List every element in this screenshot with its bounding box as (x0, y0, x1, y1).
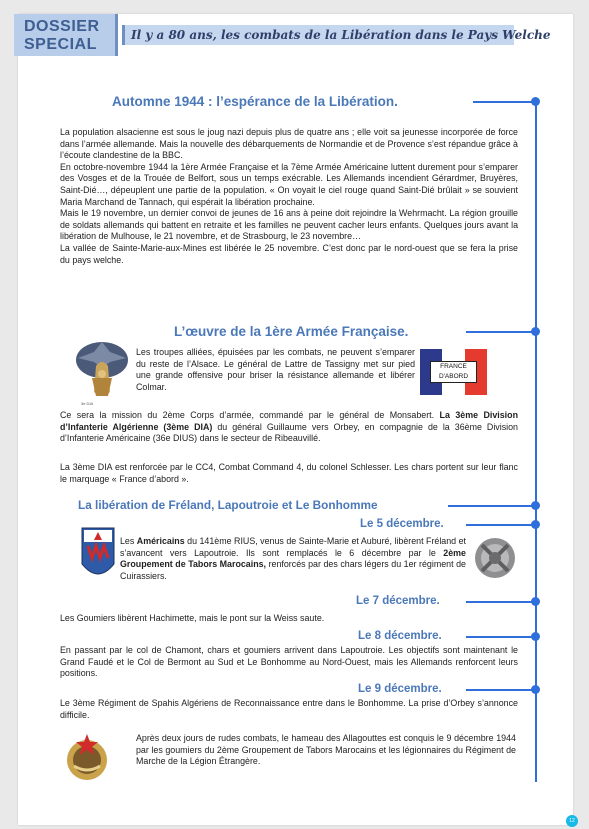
date-7-decembre: Le 7 décembre. (356, 595, 440, 607)
date-9-decembre: Le 9 décembre. (358, 683, 442, 695)
text-run: renforcés par des chars légers du 1er régiment de Cuirassiers. (120, 559, 466, 581)
legion-insignia-image (62, 732, 112, 782)
section-title-automne: Automne 1944 : l’espérance de la Libération. (112, 94, 398, 109)
text-run-bold: La 3ème Division d’Infanterie Algérienne (3ème DIA) (60, 410, 518, 432)
paragraph-offensive: Les troupes alliées, épuisées par les combats, ne peuvent s’emparer du reste de l’Alsace. Le général de Lattre de Tassigny met sur pied une grande offensive pour briser la résistance allemande et libérer Colmar. (136, 347, 415, 392)
date-5-decembre: Le 5 décembre. (360, 518, 444, 530)
date-8-decembre: Le 8 décembre. (358, 630, 442, 642)
section-body-automne (60, 127, 518, 266)
text-run: du général Guillaume vers Orbey, en compagnie de la 36ème Division d’Infanterie Américaine (36e DIUS) dans le secteur de Ribeauvillé. (60, 421, 518, 444)
paragraph: La vallée de Sainte-Marie-aux-Mines est libérée le 25 novembre. C’est donc par le nord-ouest que se fera la prise du pays welche. (60, 242, 518, 265)
timeline-dot (531, 327, 540, 336)
timeline-dot (531, 632, 540, 641)
paragraph-9-decembre: Le 3ème Régiment de Spahis Algériens de Reconnaissance entre dans le Bonhomme. La prise d’Orbey s’annonce difficile. (60, 698, 518, 720)
paragraph-5-decembre (120, 536, 466, 582)
paragraph-mission (60, 410, 518, 445)
timeline-dot (531, 501, 540, 510)
tag-line1: DOSSIER (24, 18, 100, 35)
timeline-dot (531, 685, 540, 694)
timeline-connector (473, 101, 536, 103)
flag-text-line2: D'ABORD (438, 372, 469, 380)
timeline-connector (466, 636, 536, 638)
timeline-connector (466, 689, 536, 691)
text-run: Ce sera la mission du 2ème Corps d’armée, commandé par le général de Monsabert. (60, 410, 440, 420)
section-title-armee: L’œuvre de la 1ère Armée Française. (174, 324, 409, 339)
timeline-dot (531, 520, 540, 529)
timeline-dot (531, 597, 540, 606)
header-banner: Il y a 80 ans, les combats de la Libération dans le Pays Welche (122, 25, 514, 45)
timeline-dot (531, 97, 540, 106)
timeline-connector (448, 505, 536, 507)
page-number-badge: 12 (566, 815, 578, 827)
paragraph-8-decembre: En passant par le col de Chamont, chars et goumiers arrivent dans Lapoutroie. Les objectifs sont maintenant le Grand Faudé et le Col de Bermont au Sud et Le Bonhomme au Nord-Ouest, mais les Allemands renforcent leurs positions. (60, 645, 518, 679)
division-insignia-image (74, 338, 130, 406)
timeline-line (535, 98, 537, 782)
insignia-caption: 3e DIA (81, 401, 94, 406)
text-run-bold: Américains (136, 536, 185, 546)
timeline-connector (466, 524, 536, 526)
paragraph: La population alsacienne est sous le joug nazi depuis plus de quatre ans ; elle voit sa jeunesse incorporée de force dans l’armée allemande. Mais la nouvelle des débarquements de Normandie et de Provence s’est répandue grâce à l’écoute clandestine de la BBC. (60, 127, 518, 161)
dossier-special-tag (14, 14, 118, 56)
paragraph-final: Après deux jours de rudes combats, le hameau des Allagouttes est conquis le 9 décembre 1944 par les goumiers du 2ème Groupement de Tabors Marocains et les légionnaires du Régiment de Marche de la Légion Étrangère. (136, 733, 516, 767)
section-title-liberation: La libération de Fréland, Lapoutroie et Le Bonhomme (78, 498, 378, 512)
paragraph: Mais le 19 novembre, un dernier convoi de jeunes de 16 ans à peine doit rejoindre la Wehrmacht. La région grouille de soldats allemands qui battent en retraite et les familles ne peuvent cacher leurs enfants. Quelques jours avant la libération de Mulhouse, le 21 novembre, et de Strasbourg, le 23 novembre… (60, 208, 518, 242)
timeline-connector (466, 331, 536, 333)
paragraph: En octobre-novembre 1944 la 1ère Armée Française et la 7ème Armée Américaine luttent durement pour s’emparer des Vosges et de la Trouée de Belfort, sous un temps exécrable. Les Allemands incendient Gérardmer, Bruyères, Saint-Dié…, dépeuplent une partie de la population. « On voyait le ciel rouge quand Saint-Dié brûlait » se souvient Maria Marchand de Tannach, qui espérait la libération prochaine. (60, 161, 518, 207)
tag-line2: SPECIAL (24, 36, 97, 53)
text-run-bold: 2ème Groupement de Tabors Marocains, (120, 547, 466, 570)
paragraph-7-decembre: Les Goumiers libèrent Hachimette, mais le pont sur la Weiss saute. (60, 613, 325, 623)
timeline-connector (466, 601, 536, 603)
text-run: du 141ème RIUS, venus de Sainte-Marie et Auburé, libèrent Fréland et s’avancent vers Lapoutroie. Ils sont remplacés le 6 décembre par le (120, 536, 466, 558)
france-dabord-flag (420, 349, 487, 395)
paragraph-cc4: La 3ème DIA est renforcée par le CC4, Combat Command 4, du colonel Schlesser. Les chars portent sur leur flanc le marquage « France d’abord ». (60, 462, 518, 484)
flag-text-line1: FRANCE (440, 363, 467, 370)
tabors-insignia-image (472, 535, 518, 581)
rius-insignia-image (78, 524, 118, 586)
text-run: Les (120, 536, 137, 546)
